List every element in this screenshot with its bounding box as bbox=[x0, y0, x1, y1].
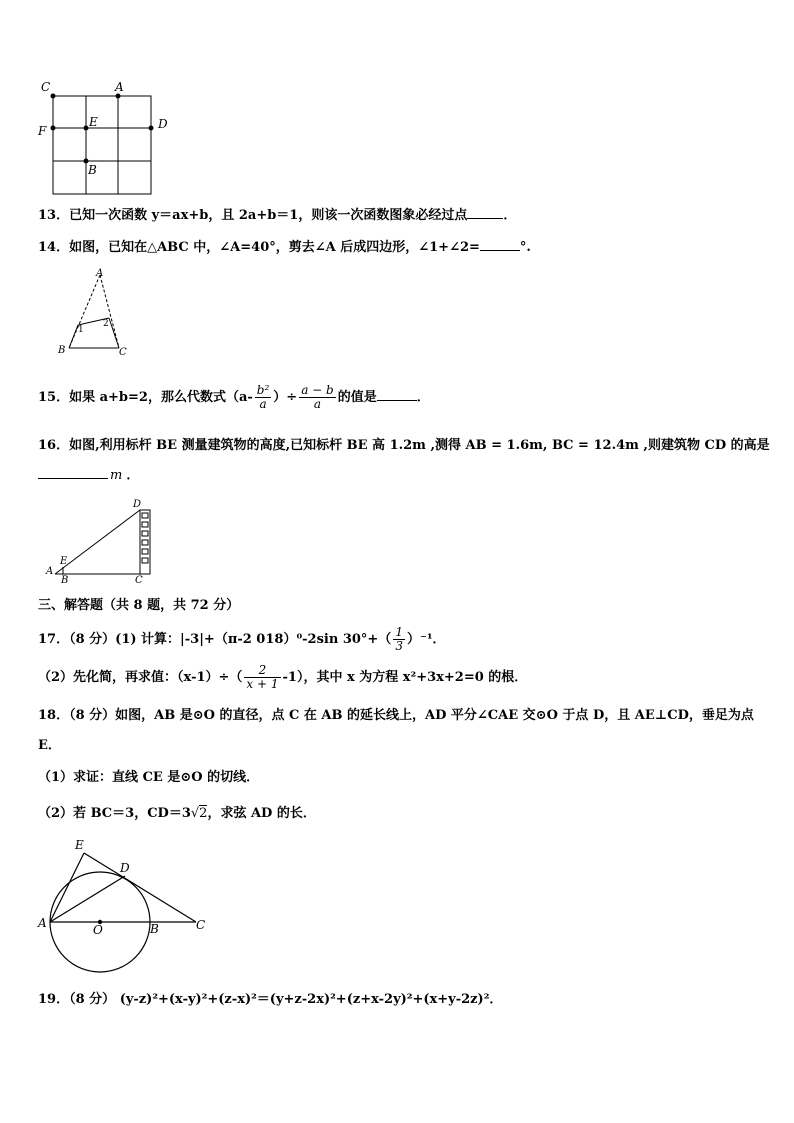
question-16-line-2: m ． bbox=[38, 468, 139, 484]
grid-label-d: D bbox=[158, 117, 168, 131]
question-17-part-1: 17．（8 分）(1) 计算：|-3|+（π-2 018）⁰-2sin 30°+（ $\frac{1}{3}$ ）⁻¹． bbox=[38, 625, 446, 653]
triangle-label-2: 2 bbox=[103, 319, 109, 329]
triangle-label-a: A bbox=[96, 268, 104, 279]
circle-figure bbox=[36, 836, 216, 976]
circle-label-e: E bbox=[75, 838, 84, 852]
answer-blank bbox=[377, 400, 417, 401]
building-label-c: C bbox=[135, 575, 143, 586]
question-18-line-1: 18．（8 分）如图，AB 是⊙O 的直径，点 C 在 AB 的延长线上，AD 平分∠CAE 交⊙O 于点 D，且 AE⊥CD，垂足为点 bbox=[38, 708, 754, 723]
triangle-label-b: B bbox=[58, 345, 66, 356]
triangle-label-c: C bbox=[119, 347, 127, 358]
building-label-d: D bbox=[133, 499, 142, 510]
fraction: $\frac{\text{b²}}{a}$ bbox=[256, 383, 270, 411]
section-heading: 三、解答题（共 8 题，共 72 分） bbox=[38, 598, 240, 613]
triangle-label-1: 1 bbox=[78, 325, 84, 335]
circle-label-o: O bbox=[93, 923, 103, 937]
question-19: 19．（8 分） (y-z)²+(x-y)²+(z-x)²＝(y+z-2x)²+(z+x-2y)²+(x+y-2z)²． bbox=[38, 992, 503, 1007]
question-15: 15．如果 a+b=2，那么代数式（a- $\frac{\text{b²}}{a}$ ）÷ $\frac{a - b}{a}$ 的值是 ． bbox=[38, 383, 430, 411]
question-13: 13．已知一次函数 y＝ax+b，且 2a+b＝1，则该一次函数图象必经过点 ． bbox=[38, 208, 517, 223]
grid-label-e: E bbox=[89, 115, 98, 129]
building-label-e: E bbox=[60, 556, 68, 567]
grid-label-a: A bbox=[115, 80, 124, 94]
circle-label-d: D bbox=[120, 861, 130, 875]
circle-label-c: C bbox=[196, 918, 206, 932]
answer-blank bbox=[38, 478, 108, 479]
grid-label-b: B bbox=[88, 163, 97, 177]
grid-label-f: F bbox=[38, 124, 47, 138]
fraction: $\frac{2}{x + 1}$ bbox=[246, 663, 279, 691]
grid-figure bbox=[36, 80, 176, 200]
grid-label-c: C bbox=[41, 80, 51, 94]
question-14: 14．如图，已知在△ABC 中，∠A=40°，剪去∠A 后成四边形，∠1+∠2= °. bbox=[38, 240, 531, 255]
question-18-part-2: （2）若 BC＝3，CD＝3√2，求弦 AD 的长． bbox=[38, 806, 316, 821]
answer-blank bbox=[480, 250, 520, 251]
building-label-b: B bbox=[61, 575, 69, 586]
question-18-line-2: E． bbox=[38, 738, 61, 753]
answer-blank bbox=[467, 218, 503, 219]
building-label-a: A bbox=[46, 566, 54, 577]
fraction: $\frac{1}{3}$ bbox=[395, 625, 403, 653]
question-16-line-1: 16．如图,利用标杆 BE 测量建筑物的高度,已知标杆 BE 高 1.2m ,测得 AB = 1.6m, BC = 12.4m ,则建筑物 CD 的高是 bbox=[38, 438, 770, 453]
circle-label-b: B bbox=[150, 922, 159, 936]
fraction: $\frac{a - b}{a}$ bbox=[301, 383, 334, 411]
question-18-part-1: （1）求证：直线 CE 是⊙O 的切线． bbox=[38, 770, 260, 785]
sqrt-sign: √ bbox=[190, 806, 200, 821]
circle-label-a: A bbox=[38, 916, 47, 930]
building-figure bbox=[45, 500, 165, 582]
question-17-part-2: （2）先化简，再求值：（x-1）÷（ $\frac{2}{x + 1}$ -1），其中 x 为方程 x²+3x+2=0 的根． bbox=[38, 663, 528, 691]
